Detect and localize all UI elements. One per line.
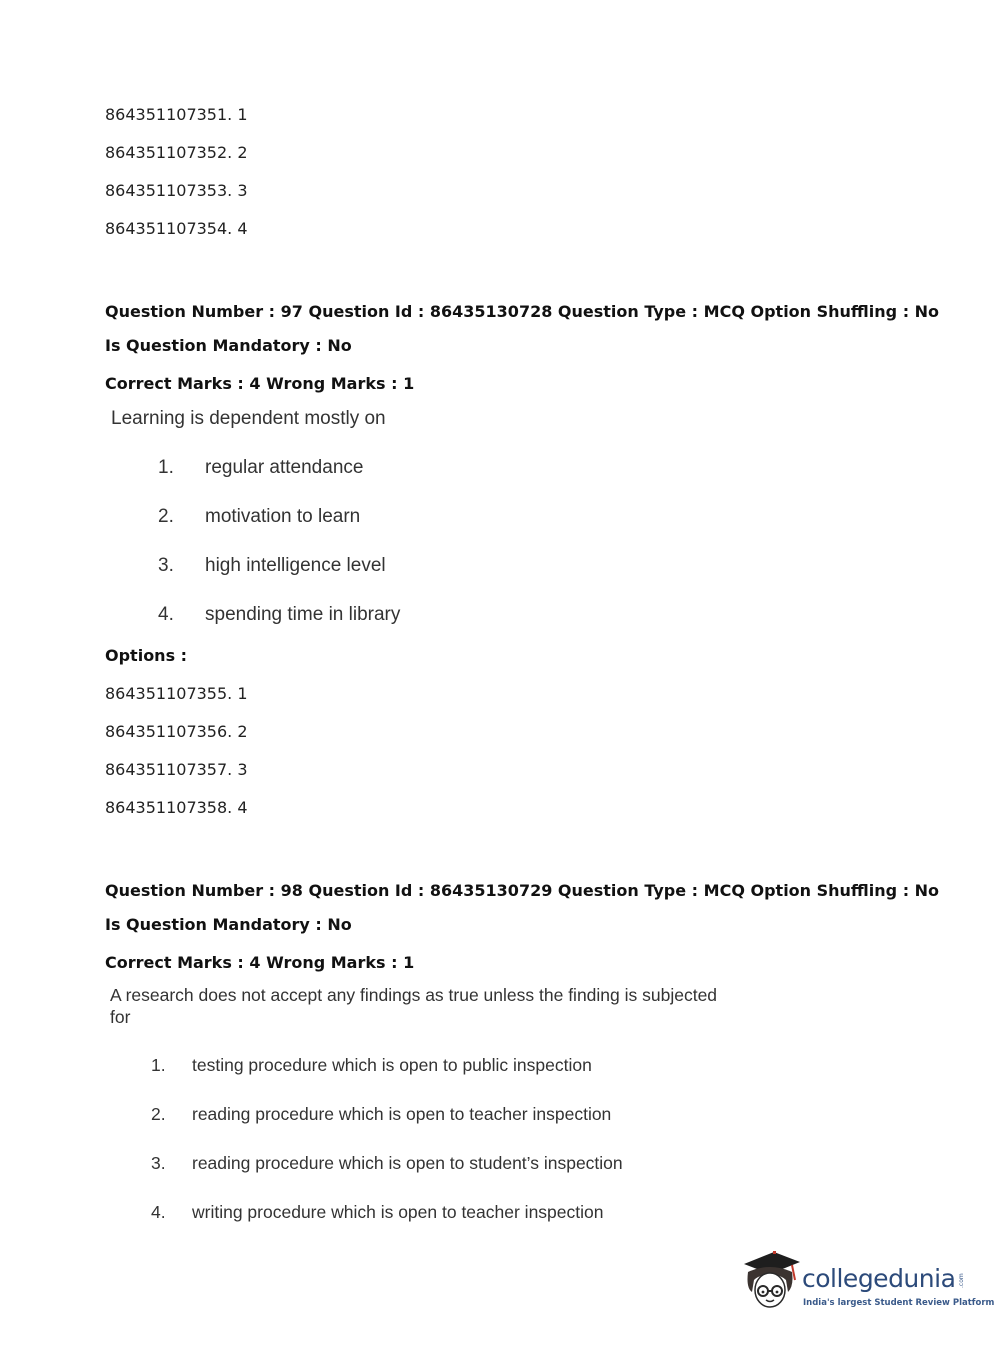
question-marks: Correct Marks : 4 Wrong Marks : 1	[105, 374, 415, 393]
choice-text: high intelligence level	[205, 555, 386, 576]
choice-number: 2.	[158, 506, 174, 527]
option-line: 864351107353. 3	[105, 181, 248, 200]
choice-number: 3.	[158, 555, 174, 576]
option-line: 864351107351. 1	[105, 105, 248, 124]
question-text: Learning is dependent mostly on	[111, 408, 386, 429]
question-text: A research does not accept any findings as true unless the finding is subjected	[110, 985, 718, 1005]
options-label: Options :	[105, 646, 188, 665]
choice-text: testing procedure which is open to public inspection	[192, 1055, 592, 1075]
option-line: 864351107355. 1	[105, 684, 248, 703]
option-line: 864351107358. 4	[105, 798, 248, 817]
choice-text: reading procedure which is open to teacher inspection	[192, 1104, 612, 1124]
choice-text: reading procedure which is open to student’s inspection	[192, 1153, 623, 1173]
choice-text: motivation to learn	[205, 506, 361, 527]
choice-text: regular attendance	[205, 457, 364, 478]
question-header: Question Number : 97 Question Id : 86435130728 Question Type : MCQ Option Shuffling : No	[105, 302, 940, 321]
logo-suffix: .com	[958, 1273, 965, 1288]
choice-number: 1.	[151, 1055, 166, 1075]
mascot-icon	[740, 1248, 802, 1316]
choice-number: 3.	[151, 1153, 166, 1173]
choice-number: 4.	[151, 1202, 166, 1222]
choice-text: spending time in library	[205, 604, 401, 625]
question-mandatory: Is Question Mandatory : No	[105, 336, 352, 355]
question-marks: Correct Marks : 4 Wrong Marks : 1	[105, 953, 415, 972]
question-header: Question Number : 98 Question Id : 86435130729 Question Type : MCQ Option Shuffling : No	[105, 881, 940, 900]
question-text-continued: for	[110, 1007, 131, 1027]
choice-number: 2.	[151, 1104, 166, 1124]
option-line: 864351107356. 2	[105, 722, 248, 741]
question-mandatory: Is Question Mandatory : No	[105, 915, 352, 934]
option-line: 864351107354. 4	[105, 219, 248, 238]
choice-number: 1.	[158, 457, 174, 478]
collegedunia-logo	[740, 1248, 995, 1318]
logo-wordmark: collegedunia	[802, 1264, 956, 1293]
option-line: 864351107352. 2	[105, 143, 248, 162]
choice-number: 4.	[158, 604, 174, 625]
choice-text: writing procedure which is open to teacher inspection	[192, 1202, 604, 1222]
option-line: 864351107357. 3	[105, 760, 248, 779]
logo-tagline: India's largest Student Review Platform	[803, 1298, 995, 1308]
